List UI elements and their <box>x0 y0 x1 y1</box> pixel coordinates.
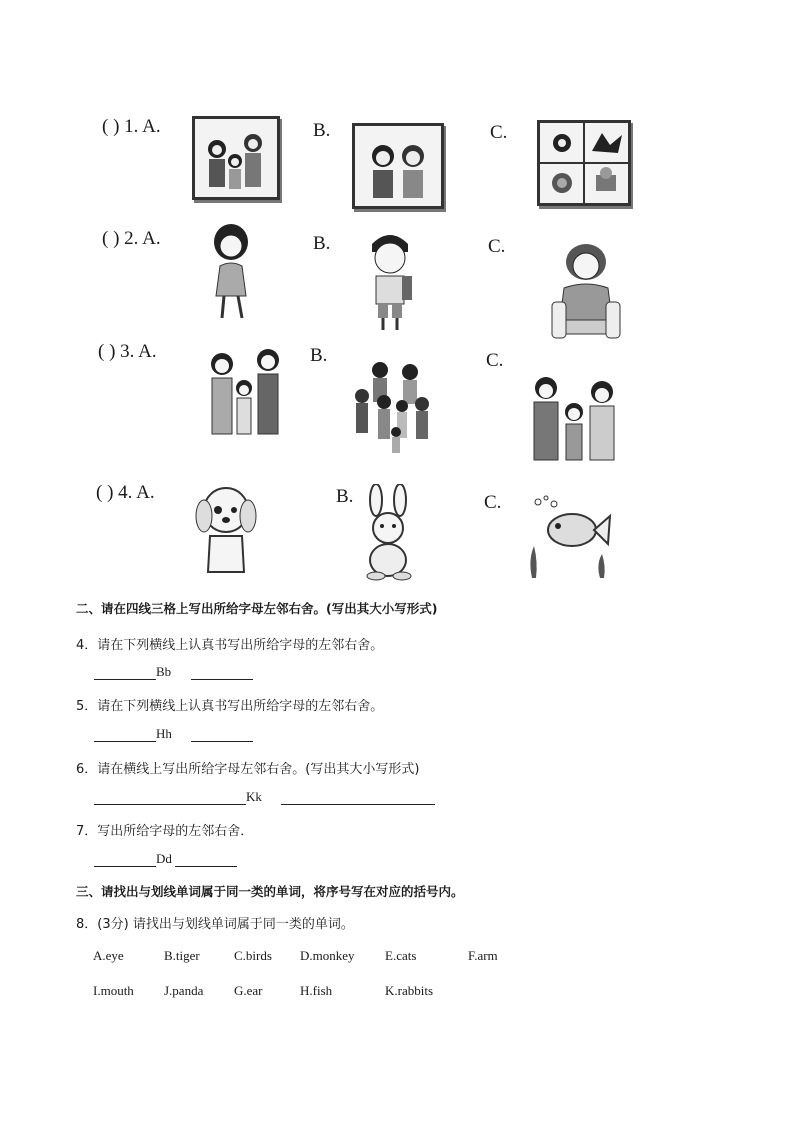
given-letter: Bb <box>156 664 172 679</box>
question-4-label: ( ) 4. A. <box>96 482 155 503</box>
word-option: G.ear <box>234 983 263 998</box>
question-2-option-c-label: C. <box>488 236 506 257</box>
blank-left[interactable] <box>94 852 156 867</box>
question-4-option-b-label: B. <box>336 486 354 507</box>
blank-right[interactable] <box>175 852 237 867</box>
question-1-label: ( ) 1. A. <box>102 116 161 137</box>
question-1-option-c-label: C. <box>490 122 508 143</box>
blank-right[interactable] <box>281 790 435 805</box>
question-5-prompt: 5．请在下列横线上认真书写出所给字母的左邻右舍。 <box>76 699 384 714</box>
blank-left[interactable] <box>94 727 156 742</box>
question-2-option-b-label: B. <box>313 233 331 254</box>
girl-image <box>200 222 262 322</box>
given-letter: Dd <box>156 851 172 866</box>
rabbit-image <box>360 484 416 582</box>
word-option: B.tiger <box>164 948 200 963</box>
given-letter: Kk <box>246 789 262 804</box>
puppy-image <box>190 478 260 578</box>
schoolboy-image <box>358 226 422 334</box>
answer-line-hh <box>94 726 253 742</box>
word-option: C.birds <box>234 948 272 963</box>
answer-line-kk <box>94 789 435 805</box>
question-3-option-c-label: C. <box>486 350 504 371</box>
section-2-title: 二、请在四线三格上写出所给字母左邻右舍。(写出其大小写形式) <box>76 601 438 616</box>
blank-left[interactable] <box>94 790 246 805</box>
family-image <box>528 372 622 464</box>
word-option: E.cats <box>385 948 417 963</box>
blank-right[interactable] <box>191 727 253 742</box>
word-option: K.rabbits <box>385 983 434 998</box>
word-option: H.fish <box>300 983 333 998</box>
answer-line-dd <box>94 851 237 867</box>
blank-left[interactable] <box>94 665 156 680</box>
section-3-title: 三、请找出与划线单词属于同一类的单词，将序号写在对应的括号内。 <box>76 884 464 899</box>
question-4-option-c-label: C. <box>484 492 502 513</box>
answer-line-bb <box>94 664 253 680</box>
word-option: D.monkey <box>300 948 355 963</box>
question-7-prompt: 7．写出所给字母的左邻右舍． <box>76 824 254 839</box>
question-2-label: ( ) 2. A. <box>102 228 161 249</box>
question-3-label: ( ) 3. A. <box>98 341 157 362</box>
word-option: F.arm <box>468 948 498 963</box>
question-6-prompt: 6．请在横线上写出所给字母左邻右舍。(写出其大小写形式) <box>76 762 420 777</box>
fish-image <box>524 492 612 582</box>
family-of-three-image <box>204 344 288 440</box>
given-letter: Hh <box>156 726 172 741</box>
word-option: I.mouth <box>93 983 134 998</box>
grandmother-image <box>548 236 624 342</box>
animal-photos-frame-image <box>537 120 631 206</box>
question-3-option-b-label: B. <box>310 345 328 366</box>
family-photo-frame-image <box>192 116 280 200</box>
question-4-prompt: 4．请在下列横线上认真书写出所给字母的左邻右舍。 <box>76 638 384 653</box>
question-8-prompt: 8．(3分) 请找出与划线单词属于同一类的单词。 <box>76 917 354 932</box>
big-family-image <box>350 356 436 456</box>
children-photo-frame-image <box>352 123 444 209</box>
blank-right[interactable] <box>191 665 253 680</box>
word-option: J.panda <box>164 983 204 998</box>
question-1-option-b-label: B. <box>313 120 331 141</box>
word-option: A.eye <box>93 948 124 963</box>
